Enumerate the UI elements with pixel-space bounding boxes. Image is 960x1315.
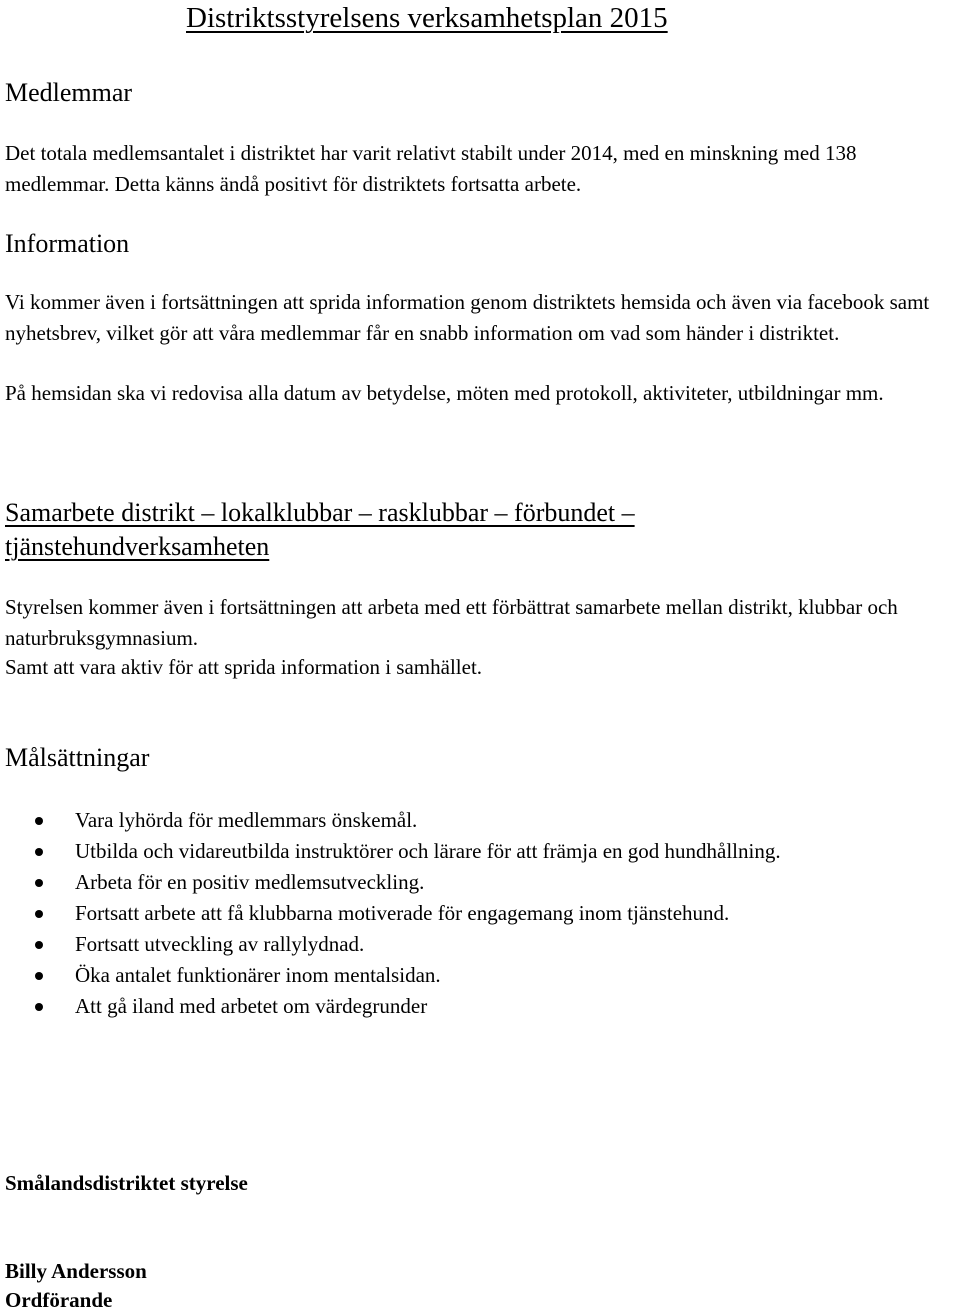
goal-item [0, 867, 960, 898]
cooperation-heading: Samarbete distrikt – lokalklubbar – rasklubbar – förbundet – tjänstehundverksamheten [5, 498, 635, 561]
document-title: Distriktsstyrelsens verksamhetsplan 2015 [186, 2, 668, 34]
goals-heading: Målsättningar [5, 743, 150, 772]
goal-item [0, 960, 960, 991]
goal-text: Fortsatt arbete att få klubbarna motiverade för engagemang inom tjänstehund. [75, 901, 730, 925]
members-heading: Medlemmar [5, 78, 133, 107]
goal-item [0, 929, 960, 960]
bullet-icon [35, 817, 43, 825]
goal-item [0, 836, 960, 867]
goals-list [0, 805, 960, 1022]
bullet-icon [35, 879, 43, 887]
bullet-icon [35, 941, 43, 949]
signature-organization: Smålandsdistriktet styrelse [5, 1171, 248, 1195]
bullet-icon [35, 972, 43, 980]
goal-text: Fortsatt utveckling av rallylydnad. [75, 932, 365, 956]
goal-text: Öka antalet funktionärer inom mentalsidan. [75, 963, 441, 987]
bullet-icon [35, 1003, 43, 1011]
goal-text: Utbilda och vidareutbilda instruktörer och lärare för att främja en god hundhållning. [75, 839, 781, 863]
cooperation-paragraph-2: Samt att vara aktiv för att sprida information i samhället. [5, 655, 483, 679]
cooperation-paragraph-1: Styrelsen kommer även i fortsättningen att arbeta med ett förbättrat samarbete mellan distrikt, klubbar och naturbruksgymnasium. [5, 595, 898, 650]
goal-text: Att gå iland med arbetet om värdegrunder [75, 994, 428, 1018]
signature-name: Billy Andersson [5, 1259, 147, 1283]
goal-item [0, 805, 960, 836]
information-paragraph-1: Vi kommer även i fortsättningen att sprida information genom distriktets hemsida och även via facebook samt nyhetsbrev, vilket gör att våra medlemmar får en snabb information om vad som händer i distriktet. [5, 290, 930, 345]
goal-item [0, 991, 960, 1022]
goal-item [0, 898, 960, 929]
goal-text: Vara lyhörda för medlemmars önskemål. [75, 808, 418, 832]
bullet-icon [35, 910, 43, 918]
members-text: Det totala medlemsantalet i distriktet har varit relativt stabilt under 2014, med en minskning med 138 medlemmar. Detta känns ändå positivt för distriktets fortsatta arbete. [5, 141, 857, 196]
signature-role: Ordförande [5, 1288, 113, 1312]
information-paragraph-2: På hemsidan ska vi redovisa alla datum av betydelse, möten med protokoll, aktiviteter, utbildningar mm. [5, 381, 884, 405]
bullet-icon [35, 848, 43, 856]
information-heading: Information [5, 229, 130, 258]
goal-text: Arbeta för en positiv medlemsutveckling. [75, 870, 425, 894]
